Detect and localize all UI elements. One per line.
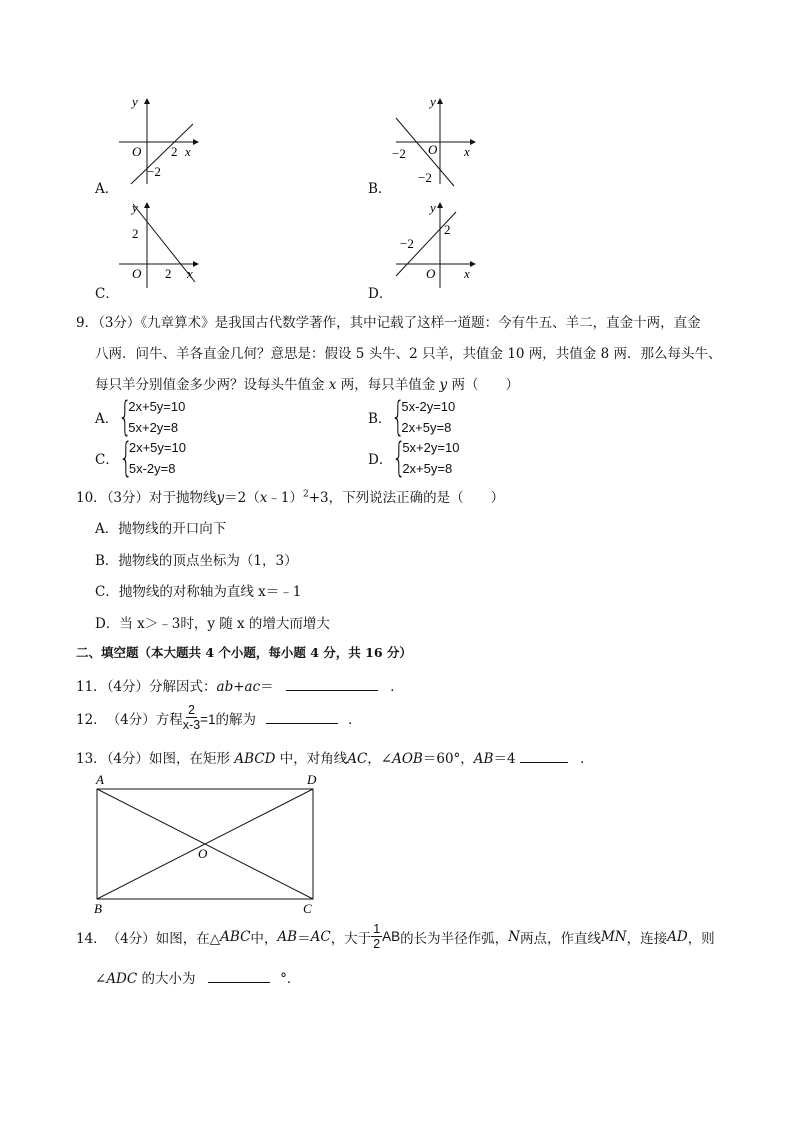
equation: 2x+5y=8 [401,420,452,435]
q8-option-a-label[interactable]: A． [95,181,119,197]
origin-label: O [132,266,142,281]
q8-graph-b [390,96,480,188]
brace-icon: { [118,394,133,440]
question-score: （4分） [106,679,150,695]
answer-blank[interactable] [266,711,338,724]
question-number: 9． [76,315,99,331]
q14-stem: 14． （4分） 如图，在△ ABC 中， AB ＝ AC ，大于 $\frac{1}{2}$ AB 的长为半径作弧， N 两点，作直线 MN ，连接 AD ，则 [76,922,715,951]
tick-label: 2 [165,266,172,281]
option-label: C． [95,452,119,468]
answer-blank[interactable] [286,678,378,691]
x-axis-label: x [464,144,470,159]
q9-option-d[interactable] [368,437,459,479]
equation: 2x+5y=10 [128,440,186,455]
equation: 5x-2y=8 [128,461,176,476]
question-number: 12． [76,711,107,728]
option-label: D． [368,452,393,468]
q8-option-d-label[interactable]: D． [368,286,393,302]
tick-label: −2 [400,236,414,251]
question-number: 11． [76,679,107,695]
q10-option-a[interactable]: A．抛物线的开口向下 [95,521,227,537]
q13-rectangle-figure [88,770,328,918]
answer-blank[interactable] [520,750,568,763]
q9-option-c[interactable] [95,437,186,479]
question-number: 14． [76,930,107,947]
y-axis-label: y [430,200,436,215]
vertex-label-d: D [307,772,317,787]
section-title: 二、填空题（本大题共 4 个小题，每小题 4 分，共 16 分） [76,645,412,660]
q10-option-b[interactable]: B．抛物线的顶点坐标为（1，3） [95,553,298,569]
q8-option-b-label[interactable]: B． [368,181,392,197]
y-axis-label: y [132,96,138,109]
q10-option-c[interactable]: C．抛物线的对称轴为直线 x＝﹣1 [95,584,302,600]
origin-label: O [132,144,142,159]
q12-stem: 12． （4分） 方程 $\frac{2}{x-3}$ =1的解为 ． [76,703,362,732]
equation: 2x+5y=8 [402,461,453,476]
q9-option-b[interactable] [368,396,455,438]
center-label-o: O [198,846,208,861]
equation: 5x+2y=8 [128,420,179,435]
q8-graph-c [113,200,203,292]
question-score: （3分） [98,315,141,331]
q10-option-d[interactable]: D．当 x＞﹣3时，y 随 x 的增大而增大 [95,616,330,632]
y-axis-label: y [132,200,138,215]
q9-line3: 每只羊分别值金多少两？设每头牛值金 x 两，每只羊值金 y 两（ ） [95,377,519,393]
question-score: （4分） [106,751,150,767]
question-score: （4分） [106,711,156,728]
brace-icon: { [118,435,133,481]
brace-icon: { [391,394,406,440]
y-axis-label: y [430,96,436,109]
origin-label: O [428,142,438,157]
q9-line2: 八两．问牛、羊各直金几何？意思是：假设 5 头牛、2 只羊，共值金 10 两，共值金 8 两．那么每头牛、 [95,346,722,362]
question-score: （4分） [106,930,156,947]
tick-label: −2 [418,170,432,185]
tick-label: −2 [147,164,161,179]
q13-stem: 13．（4分）如图，在矩形 ABCD 中，对角线AC，∠AOB＝60°，AB＝4 ． [76,751,594,767]
equation: 5x+2y=10 [402,440,460,455]
option-label: B． [368,411,392,427]
vertex-label-a: A [96,772,104,787]
fraction: $\frac{1}{2}$ [373,922,381,951]
vertex-label-c: C [303,901,312,916]
q14-line2: ∠ADC 的大小为 °． [95,971,301,987]
q8-option-c-label[interactable]: C． [95,286,119,302]
q8-graph-a [113,96,203,188]
q8-graph-d [390,200,480,292]
q11-stem: 11．（4分）分解因式：ab+ac＝ ． [76,679,404,695]
x-axis-label: x [464,266,470,281]
tick-label: −2 [392,146,406,161]
brace-icon: { [392,435,407,481]
question-number: 10． [76,490,107,506]
question-number: 13． [76,751,107,767]
answer-blank[interactable] [208,970,270,983]
equation: 5x-2y=10 [401,399,456,414]
q9-option-a[interactable] [95,396,185,438]
x-axis-label: x [185,144,191,159]
x-axis-label: x [187,266,193,281]
tick-label: 2 [132,226,139,241]
question-score: （3分） [106,490,150,506]
q10-stem: 10．（3分）对于抛物线y＝2（x﹣1）$^2$+3，下列说法正确的是（ ） [76,489,505,506]
origin-label: O [426,266,436,281]
tick-label: 2 [444,222,451,237]
q9-line1: 9．（3分）《九章算术》是我国古代数学著作，其中记载了这样一道题：今有牛五、羊二，直金十两，直金 [76,315,701,331]
tick-label: 2 [171,144,178,159]
option-label: A． [95,411,119,427]
fraction: $\frac{2}{x-3}$ [182,703,201,732]
vertex-label-b: B [94,901,102,916]
equation: 2x+5y=10 [128,399,186,414]
